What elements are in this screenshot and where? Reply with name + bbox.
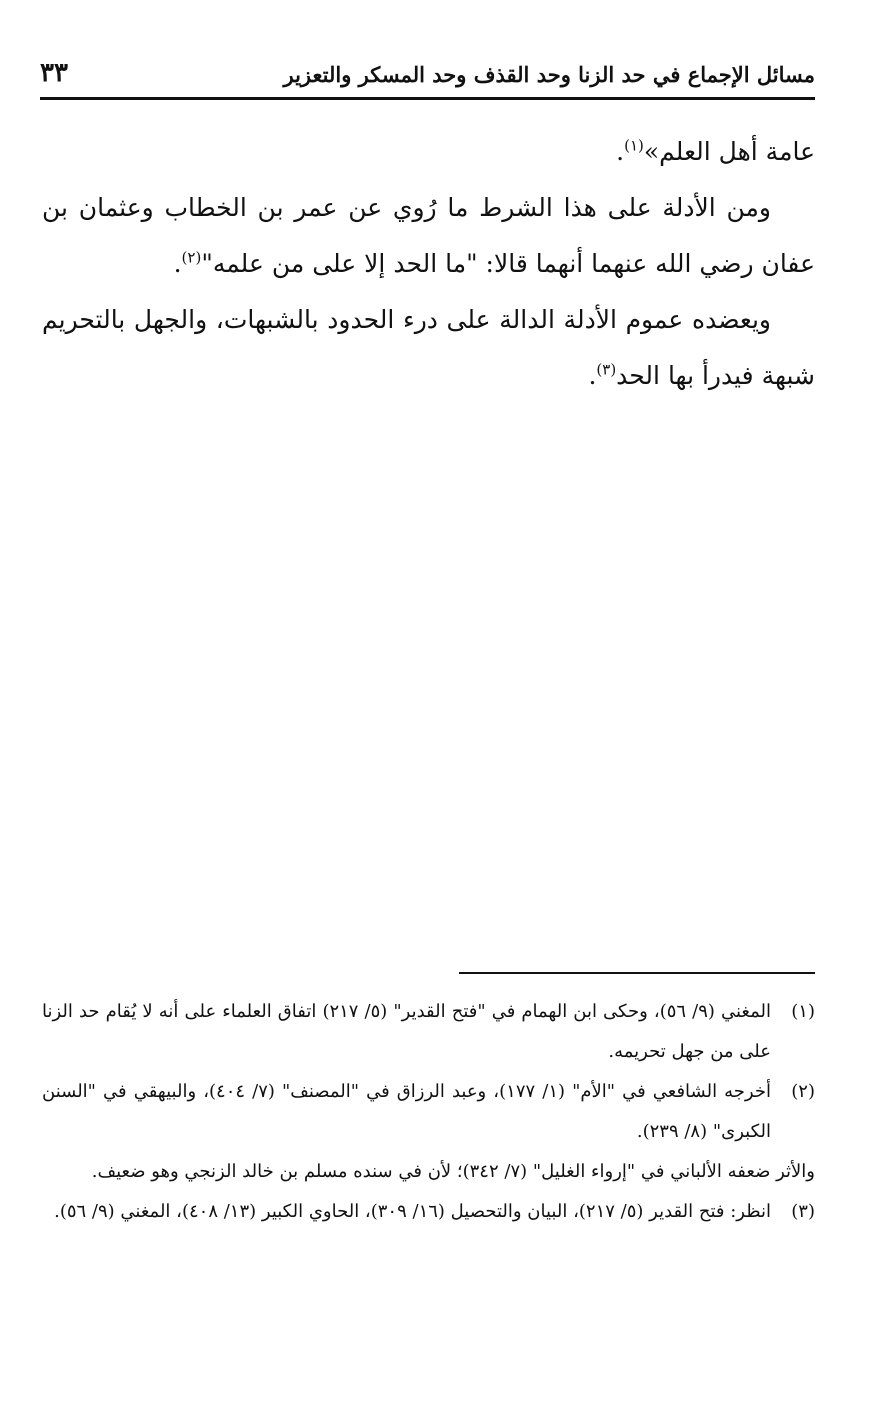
page-header: [40, 50, 815, 100]
paragraph-1-end: .: [616, 137, 625, 166]
paragraph-3-text: ويعضده عموم الأدلة الدالة على درء الحدود بالشبهات، والجهل بالتحريم شبهة فيدرأ بها الحد: [42, 305, 815, 390]
footnote-2: [42, 1072, 815, 1152]
header-rule: [40, 97, 815, 100]
footnote-ref-3[interactable]: (٣): [596, 360, 617, 379]
paragraph-3: [42, 292, 815, 404]
footnote-2-continuation: والأثر ضعفه الألباني في "إرواء الغليل" (٧/ ٣٤٢)؛ لأن في سنده مسلم بن خالد الزنجي وهو ضعيف.: [91, 1161, 815, 1182]
paragraph-1-text: عامة أهل العلم»: [643, 137, 815, 166]
paragraph-2-text: ومن الأدلة على هذا الشرط ما رُوي عن عمر بن الخطاب وعثمان بن عفان رضي الله عنهما أنهما قالا: "ما الحد إلا على من علمه": [42, 193, 815, 278]
footnote-1: [42, 992, 815, 1072]
footnotes: [42, 992, 815, 1232]
main-text: [42, 124, 815, 404]
footnote-1-text: المغني (٩/ ٥٦)، وحكى ابن الهمام في "فتح القدير" (٥/ ٢١٧) اتفاق العلماء على أنه لا يُقام حد الزنا على من جهل تحريمه.: [42, 1001, 771, 1062]
page-number: ٣٣: [40, 58, 68, 88]
footnote-3-number: (٣): [791, 1201, 815, 1222]
paragraph-3-end: .: [588, 361, 597, 390]
footnote-2-number: (٢): [791, 1081, 815, 1102]
footnote-2-text: أخرجه الشافعي في "الأم" (١/ ١٧٧)، وعبد الرزاق في "المصنف" (٧/ ٤٠٤)، والبيهقي في "السنن الكبرى" (٨/ ٢٣٩).: [42, 1081, 771, 1142]
footnote-separator: [459, 972, 815, 974]
footnote-1-number: (١): [791, 1001, 815, 1022]
paragraph-1: [42, 124, 815, 180]
footnote-3-text: انظر: فتح القدير (٥/ ٢١٧)، البيان والتحصيل (١٦/ ٣٠٩)، الحاوي الكبير (١٣/ ٤٠٨)، المغني (٩/ ٥٦).: [54, 1201, 771, 1222]
paragraph-2-end: .: [173, 249, 182, 278]
paragraph-2: [42, 180, 815, 292]
running-title: مسائل الإجماع في حد الزنا وحد القذف وحد المسكر والتعزير: [283, 62, 815, 87]
footnote-3: [42, 1192, 815, 1232]
footnote-ref-1[interactable]: (١): [624, 136, 644, 155]
footnote-ref-2[interactable]: (٢): [181, 248, 202, 267]
